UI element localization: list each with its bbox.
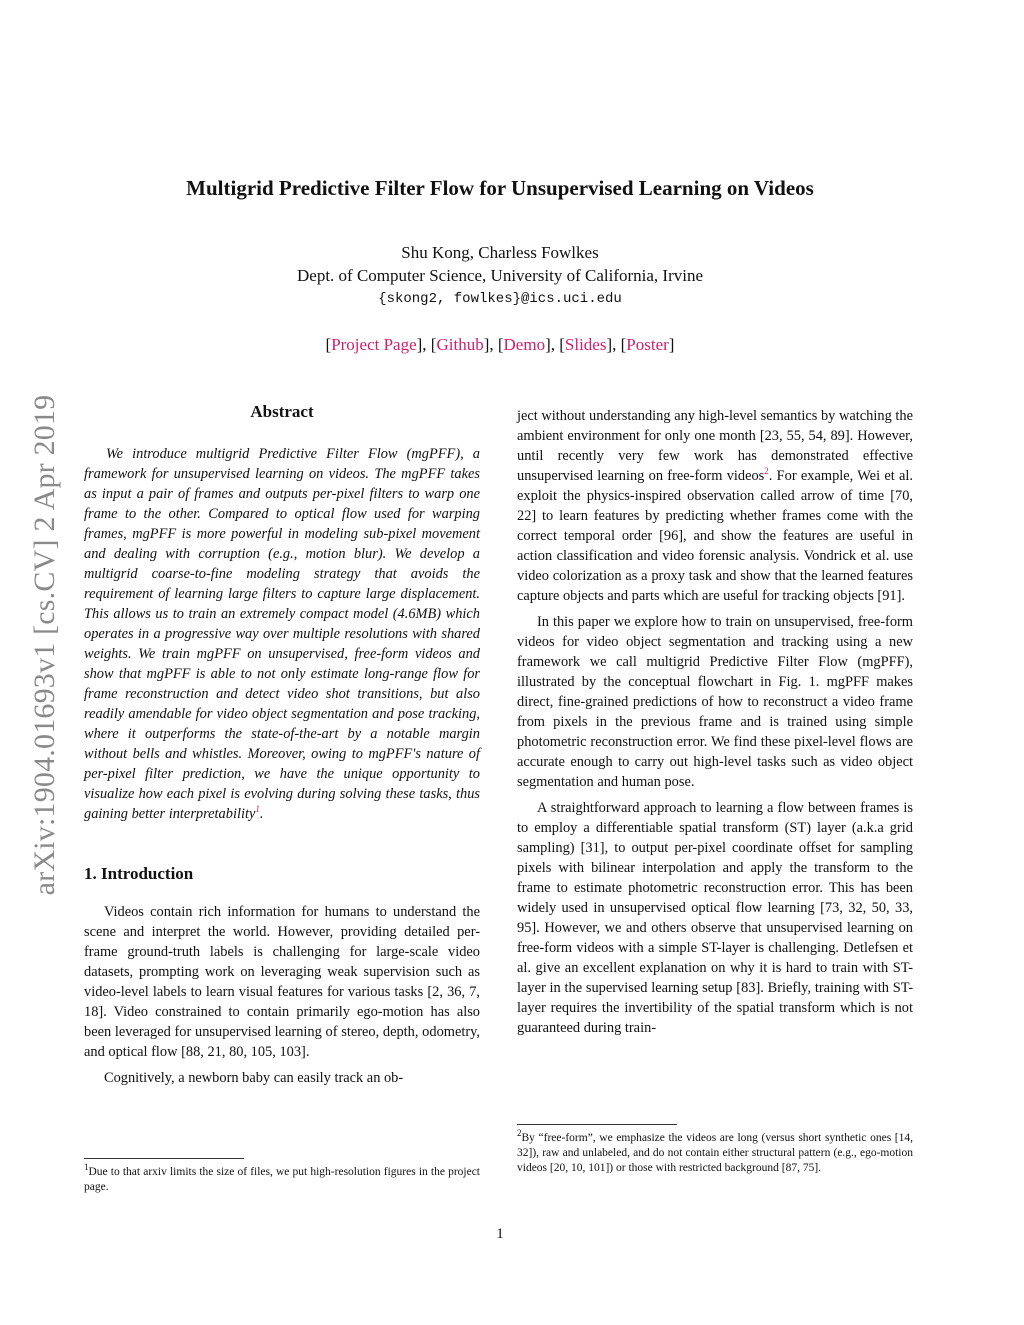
authors: Shu Kong, Charless Fowlkes — [401, 243, 599, 262]
footnote-rule — [517, 1124, 677, 1125]
arxiv-stamp — [25, 360, 65, 930]
footnote-mark: 1 — [84, 1162, 89, 1173]
github-link[interactable]: Github — [436, 335, 484, 354]
right-paragraph-1-text: ject without understanding any high-level semantics by watching the ambient environment for only one month [23, 55, 54, 89]. However, until recently very few work has demonstrated effective unsupervised learning on free-form videos — [517, 408, 913, 484]
email: {skong2, fowlkes}@ics.uci.edu — [378, 291, 622, 307]
right-column — [517, 406, 913, 1044]
footnote-text-2: By “free-form”, we emphasize the videos are long (versus short synthetic ones [14, 32]), raw and unlabeled, and do not contain either structural pattern (e.g., ego-motion videos [20, 10, 101]) or those with restricted background [87, 75]. — [517, 1132, 913, 1174]
project-links: [Project Page], [Github], [Demo], [Slides], [Poster] — [325, 335, 675, 354]
intro-paragraph-1: Videos contain rich information for humans to understand the scene and interpret the world. However, providing detailed per-frame ground-truth labels is challenging for large-scale video datasets, prompting work on leveraging weak supervision such as video-level labels to learn visual features for various tasks [2, 36, 7, 18]. Video constrained to contain primarily ego-motion has also been leveraged for unsupervised learning of stereo, depth, odometry, and optical flow [88, 21, 80, 105, 103]. — [84, 904, 480, 1060]
poster-link[interactable]: Poster — [626, 335, 669, 354]
footnote-rule — [84, 1158, 244, 1159]
slides-link[interactable]: Slides — [564, 335, 607, 354]
footnote-mark: 2 — [517, 1128, 522, 1139]
right-paragraph-3: A straightforward approach to learning a flow between frames is to employ a differentiable spatial transform (ST) layer (a.k.a grid sampling) [31], to output per-pixel coordinate offset for sampling pixels with bilinear interpolation and apply the transform to the frame to estimate photometric reconstruction error. This has been widely used in unsupervised optical flow learning [73, 32, 50, 33, 95]. However, we and others observe that unsupervised learning on free-form videos with a simple ST-layer is challenging. Detlefsen et al. give an excellent explanation on why it is hard to train with ST-layer in the supervised learning setup [83]. Briefly, training with ST-layer requires the invertibility of the spatial transform which is not guaranteed during train- — [517, 800, 913, 1036]
right-paragraph-1-cont: . For example, Wei et al. exploit the physics-inspired observation called arrow of time [70, 22] to learn features by predicting whether frames come with the correct temporal order [96], and show the features are useful in action classification and video forensic analysis. Vondrick et al. use video colorization as a proxy task and show that the learned features capture objects and parts which are useful for tracking objects [91]. — [517, 468, 913, 604]
right-paragraph-2: In this paper we explore how to train on unsupervised, free-form videos for video object segmentation and tracking using a new framework we call multigrid Predictive Filter Flow (mgPFF), illustrated by the conceptual flowchart in Fig. 1. mgPFF makes direct, fine-grained predictions of how to reconstruct a video frame from pixels in the previous frame and is trained using simple photometric reconstruction error. We find these pixel-level flows are accurate enough to carry out high-level tasks such as video object segmentation and human pose. — [517, 614, 913, 790]
footnote-marker-1[interactable]: 1 — [255, 804, 260, 815]
demo-link[interactable]: Demo — [503, 335, 546, 354]
right-footnote — [517, 1118, 913, 1176]
arxiv-id: arXiv:1904.01693v1 [cs.CV] 2 Apr 2019 — [28, 394, 61, 896]
left-column — [84, 402, 480, 1094]
right-paragraph-1 — [517, 406, 913, 606]
intro-heading: 1. Introduction — [84, 864, 194, 883]
footnote-text-1: Due to that arxiv limits the size of files, we put high-resolution figures in the project page. — [84, 1166, 480, 1193]
abstract-body: We introduce multigrid Predictive Filter Flow (mgPFF), a framework for unsupervised learning on videos. The mgPFF takes as input a pair of frames and outputs per-pixel filters to warp one frame to the other. Compared to optical flow used for warping frames, mgPFF is more powerful in modeling sub-pixel movement and dealing with corruption (e.g., motion blur). We develop a multigrid coarse-to-fine modeling strategy that avoids the requirement of learning large filters to capture large displacement. This allows us to train an extremely compact model (4.6MB) which operates in a progressive way over multiple resolutions with shared weights. We train mgPFF on unsupervised, free-form videos and show that mgPFF is able to not only estimate long-range flow for frame reconstruction and detect video shot transitions, but also readily amendable for video object segmentation and pose tracking, where it outperforms the state-of-the-art by a notable margin without bells and whistles. Moreover, owing to mgPFF's nature of per-pixel filter prediction, we have the unique opportunity to visualize how each pixel is evolving during solving these tasks, thus gaining better interpretability$^1$. — [84, 446, 480, 822]
left-footnote — [84, 1152, 480, 1195]
paper-title: Multigrid Predictive Filter Flow for Unsupervised Learning on Videos — [186, 176, 814, 200]
affiliation: Dept. of Computer Science, University of California, Irvine — [297, 266, 703, 285]
abstract-text: We introduce multigrid Predictive Filter Flow (mgPFF), a framework for unsupervised learning on videos. The mgPFF takes as input a pair of frames and outputs per-pixel filters to warp one frame to the other. Compared to optical flow used for warping frames, mgPFF is more powerful in modeling sub-pixel movement and dealing with corruption (e.g., motion blur). We develop a multigrid coarse-to-fine modeling strategy that avoids the requirement of learning large filters to capture large displacement. This allows us to train an extremely compact model (4.6MB) which operates in a progressive way over multiple resolutions with shared weights. We train mgPFF on unsupervised, free-form videos and show that mgPFF is able to not only estimate long-range flow for frame reconstruction and detect video shot transitions, but also readily amendable for video object segmentation and pose tracking, where it outperforms the state-of-the-art by a notable margin without bells and whistles. Moreover, owing to mgPFF's nature of per-pixel filter prediction, we have the unique opportunity to visualize how each pixel is evolving during solving these tasks, thus gaining better interpretability — [84, 446, 480, 822]
page-number: 1 — [496, 1226, 504, 1242]
abstract-heading: Abstract — [250, 402, 314, 421]
intro-paragraph-2: Cognitively, a newborn baby can easily track an ob- — [104, 1070, 404, 1086]
footnote-marker-2[interactable]: 2 — [764, 466, 769, 477]
project-page-link[interactable]: Project Page — [331, 335, 417, 354]
